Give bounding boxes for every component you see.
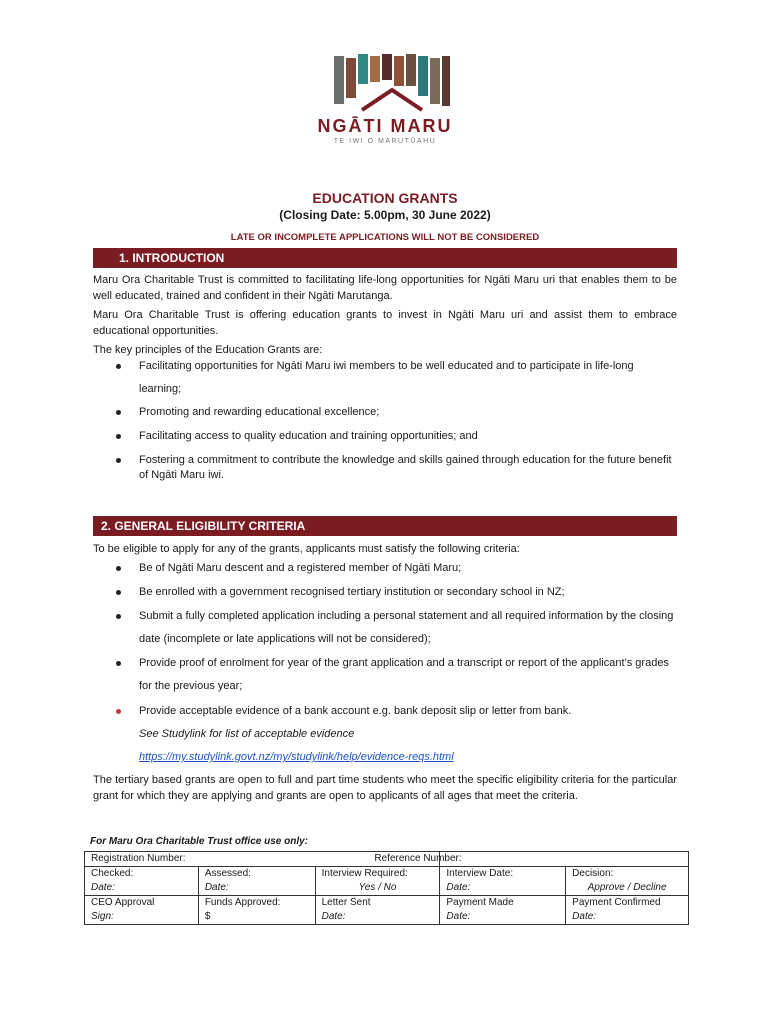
table-cell: Yes / No bbox=[315, 881, 440, 896]
intro-paragraph-2: Maru Ora Charitable Trust is offering education grants to invest in Ngāti Maru uri and assist them to embrace educational opportunities. bbox=[93, 309, 677, 337]
section-heading-eligibility: 2. GENERAL ELIGIBILITY CRITERIA bbox=[93, 516, 677, 536]
closing-date: (Closing Date: 5.00pm, 30 June 2022) bbox=[279, 208, 491, 222]
bullet-icon bbox=[116, 708, 122, 714]
table-row bbox=[85, 881, 689, 896]
bullet-icon bbox=[116, 433, 122, 439]
bullet-icon bbox=[116, 660, 122, 666]
late-warning: LATE OR INCOMPLETE APPLICATIONS WILL NOT BE CONSIDERED bbox=[230, 232, 540, 243]
criteria-item: Be enrolled with a government recognised tertiary institution or secondary school in NZ; bbox=[139, 586, 565, 598]
table-cell: Payment Confirmed bbox=[566, 896, 689, 911]
criteria-item: Submit a fully completed application including a personal statement and all required information by the closing date (incomplete or late applications will not be considered); bbox=[139, 610, 674, 645]
bullet-icon bbox=[116, 363, 122, 369]
criteria-item: Provide proof of enrolment for year of the grant application and a transcript or report of the applicant’s grades for the previous year; bbox=[139, 657, 669, 692]
intro-paragraph-3: The key principles of the Education Grants are: bbox=[93, 344, 323, 356]
table-cell: Approve / Decline bbox=[566, 881, 689, 896]
table-row bbox=[85, 896, 689, 911]
org-name: NGĀTI MARU bbox=[317, 116, 453, 136]
office-use-label: For Maru Ora Charitable Trust office use only: bbox=[90, 836, 309, 847]
table-cell: Date: bbox=[315, 910, 440, 925]
bullet-icon bbox=[116, 589, 122, 595]
bullet-icon bbox=[116, 613, 122, 619]
table-row bbox=[85, 867, 689, 882]
bullet-icon bbox=[116, 565, 122, 571]
table-cell: Assessed: bbox=[198, 867, 315, 882]
section-heading-introduction: 1. INTRODUCTION bbox=[93, 248, 677, 268]
table-cell: CEO Approval bbox=[85, 896, 199, 911]
table-row bbox=[85, 852, 689, 867]
principle-item: Facilitating access to quality education and training opportunities; and bbox=[139, 430, 478, 442]
eligibility-intro: To be eligible to apply for any of the grants, applicants must satisfy the following criteria: bbox=[93, 543, 520, 555]
table-cell: Payment Made bbox=[440, 896, 566, 911]
principle-item: Facilitating opportunities for Ngāti Maru iwi members to be well educated and to participate in life-long learning; bbox=[139, 360, 634, 395]
table-cell: Date: bbox=[440, 881, 566, 896]
table-cell: Checked: bbox=[85, 867, 199, 882]
closing-paragraph: The tertiary based grants are open to full and part time students who meet the specific eligibility criteria for the particular grant for which they are applying and grants are open to applicants of all ages that meet the criteria. bbox=[93, 774, 677, 802]
bullet-icon bbox=[116, 457, 122, 463]
ngati-maru-logo bbox=[330, 52, 454, 114]
intro-paragraph-1: Maru Ora Charitable Trust is committed to facilitating life-long opportunities for Ngāti Maru uri that enables them to be well educated, trained and confident in their Ngāti Marutanga. bbox=[93, 274, 677, 302]
table-cell: Interview Date: bbox=[440, 867, 566, 882]
table-cell: Interview Required: bbox=[315, 867, 440, 882]
table-cell: Date: bbox=[85, 881, 199, 896]
table-cell: Sign: bbox=[85, 910, 199, 925]
table-row bbox=[85, 910, 689, 925]
table-cell: Date: bbox=[440, 910, 566, 925]
office-use-table bbox=[84, 851, 689, 925]
table-cell: Date: bbox=[566, 910, 689, 925]
table-cell: Funds Approved: bbox=[198, 896, 315, 911]
bullet-icon bbox=[116, 409, 122, 415]
criteria-item: Be of Ngāti Maru descent and a registered member of Ngāti Maru; bbox=[139, 562, 462, 574]
reference-number-cell: Reference Number: bbox=[374, 852, 623, 867]
studylink-link[interactable]: https://my.studylink.govt.nz/my/studylink/help/evidence-reqs.html bbox=[139, 751, 454, 763]
table-cell: Letter Sent bbox=[315, 896, 440, 911]
registration-number-cell: Registration Number: bbox=[85, 852, 440, 867]
table-cell: Date: bbox=[198, 881, 315, 896]
document-title: EDUCATION GRANTS bbox=[312, 190, 458, 206]
principle-item: Promoting and rewarding educational excellence; bbox=[139, 406, 380, 418]
table-cell: Decision: bbox=[566, 867, 689, 882]
table-cell: $ bbox=[198, 910, 315, 925]
principle-item: Fostering a commitment to contribute the knowledge and skills gained through education for the future benefit of Ngāti Maru iwi. bbox=[139, 454, 672, 481]
criteria-item: Provide acceptable evidence of a bank account e.g. bank deposit slip or letter from bank. bbox=[139, 705, 572, 717]
org-subtitle: TE IWI O MARUTŪAHU bbox=[333, 138, 437, 145]
studylink-note: See Studylink for list of acceptable evidence bbox=[139, 728, 355, 740]
